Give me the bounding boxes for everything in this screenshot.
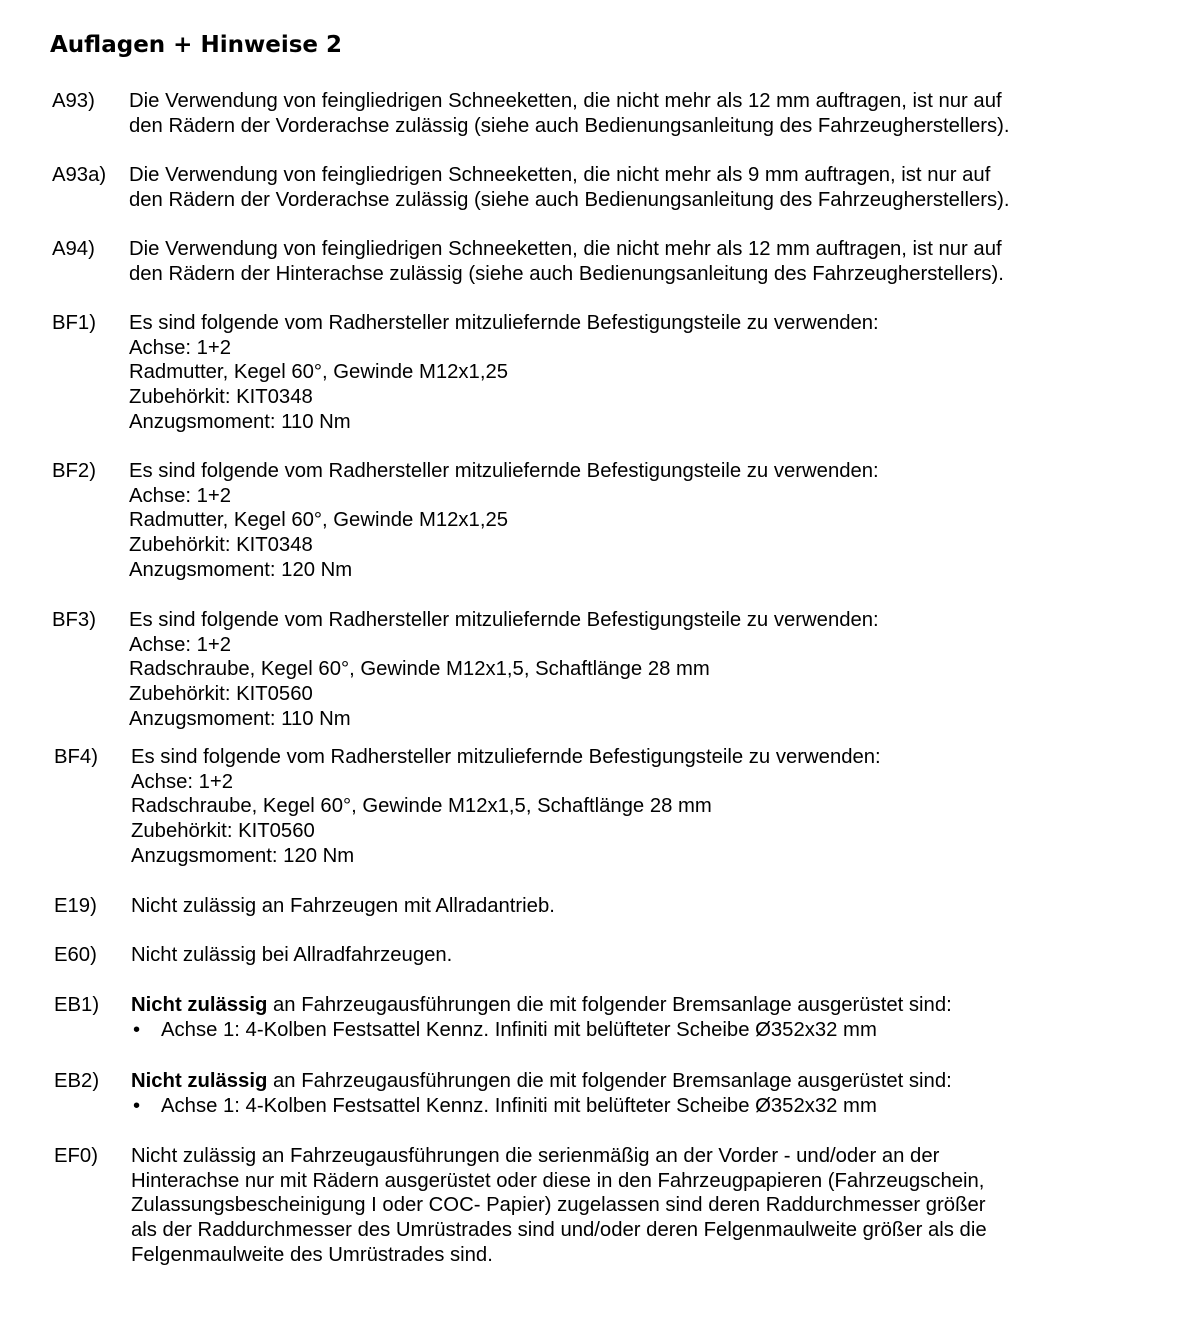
bullet-text: Achse 1: 4-Kolben Festsattel Kennz. Infiniti mit belüfteter Scheibe Ø352x32 mm <box>161 1094 877 1117</box>
entry-line: Es sind folgende vom Radhersteller mitzuliefernde Befestigungsteile zu verwenden: <box>129 609 879 631</box>
entry-text <box>129 311 879 434</box>
entry-line: Achse: 1+2 <box>129 484 232 507</box>
entry-line: als der Raddurchmesser des Umrüstrades sind und/oder deren Felgenmaulweite größer als die <box>131 1219 987 1242</box>
entry-line: Achse: 1+2 <box>131 770 234 793</box>
entry-code: EB1) <box>54 994 100 1016</box>
entry-text <box>131 745 881 868</box>
entry-line: Zubehörkit: KIT0560 <box>129 683 313 706</box>
bold-lead: Nicht zulässig <box>131 1070 268 1092</box>
entry-line: Zubehörkit: KIT0560 <box>131 820 315 843</box>
lead-rest: an Fahrzeugausführungen die mit folgender Bremsanlage ausgerüstet sind: <box>267 994 952 1016</box>
entry-line: Felgenmaulweite des Umrüstrades sind. <box>131 1243 493 1266</box>
entry-text <box>129 459 879 582</box>
entry-line: Achse: 1+2 <box>129 633 232 656</box>
entry-code: E60) <box>54 944 97 966</box>
entry-line: Es sind folgende vom Radhersteller mitzuliefernde Befestigungsteile zu verwenden: <box>129 460 879 482</box>
entry-line: Anzugsmoment: 120 Nm <box>129 558 353 581</box>
entry-line: Achse: 1+2 <box>129 336 232 359</box>
entry-text <box>129 237 1004 286</box>
entry-line <box>131 1069 952 1094</box>
entry-line: Nicht zulässig an Fahrzeugen mit Allradantrieb. <box>131 895 555 917</box>
entry-line: Es sind folgende vom Radhersteller mitzuliefernde Befestigungsteile zu verwenden: <box>131 746 881 768</box>
entry-code: EB2) <box>54 1070 100 1092</box>
entry-line: Die Verwendung von feingliedrigen Schneeketten, die nicht mehr als 9 mm auftragen, ist nur auf <box>129 164 991 186</box>
entry-code: BF1) <box>52 312 96 334</box>
entry-text <box>131 894 555 919</box>
entry-line: Anzugsmoment: 110 Nm <box>129 410 351 433</box>
entry-line: Radschraube, Kegel 60°, Gewinde M12x1,5, Schaftlänge 28 mm <box>131 795 712 818</box>
entry-line: Die Verwendung von feingliedrigen Schneeketten, die nicht mehr als 12 mm auftragen, ist nur auf <box>129 238 1002 260</box>
entry-line: Nicht zulässig an Fahrzeugausführungen die serienmäßig an der Vorder - und/oder an der <box>131 1145 940 1167</box>
entry-line: Es sind folgende vom Radhersteller mitzuliefernde Befestigungsteile zu verwenden: <box>129 312 879 334</box>
entry-line: Radschraube, Kegel 60°, Gewinde M12x1,5, Schaftlänge 28 mm <box>129 658 710 681</box>
entry-line: Zubehörkit: KIT0348 <box>129 386 313 409</box>
entry-line: Nicht zulässig bei Allradfahrzeugen. <box>131 944 453 966</box>
page-title: Auflagen + Hinweise 2 <box>50 32 343 58</box>
entry-text <box>131 1144 987 1267</box>
entry-line: Radmutter, Kegel 60°, Gewinde M12x1,25 <box>129 361 509 384</box>
entry-text <box>131 1069 952 1118</box>
entry-line: den Rädern der Vorderachse zulässig (siehe auch Bedienungsanleitung des Fahrzeugherstellers). <box>129 188 1010 211</box>
entry-text <box>129 163 1010 212</box>
entry-line: Anzugsmoment: 110 Nm <box>129 707 351 730</box>
entry-text <box>129 89 1010 138</box>
lead-rest: an Fahrzeugausführungen die mit folgender Bremsanlage ausgerüstet sind: <box>267 1070 952 1092</box>
entry-line: Die Verwendung von feingliedrigen Schneeketten, die nicht mehr als 12 mm auftragen, ist nur auf <box>129 90 1002 112</box>
entry-code: A93) <box>52 90 95 112</box>
entry-text <box>129 608 879 731</box>
bullet-icon: • <box>133 1018 141 1041</box>
entry-code: A94) <box>52 238 95 260</box>
entry-line: Radmutter, Kegel 60°, Gewinde M12x1,25 <box>129 509 509 532</box>
entry-code: EF0) <box>54 1145 98 1167</box>
entry-line: Hinterachse nur mit Rädern ausgerüstet oder diese in den Fahrzeugpapieren (Fahrzeugschein, <box>131 1169 985 1192</box>
entry-text <box>131 943 452 968</box>
entry-code: A93a) <box>52 164 107 186</box>
entry-text <box>131 993 952 1042</box>
entry-code: BF2) <box>52 460 96 482</box>
bullet-item <box>131 1018 952 1043</box>
entry-code: BF3) <box>52 609 96 631</box>
bullet-icon: • <box>133 1094 141 1117</box>
entry-line: Zulassungsbescheinigung I oder COC- Papier) zugelassen sind deren Raddurchmesser größer <box>131 1194 986 1217</box>
entry-line: den Rädern der Hinterachse zulässig (siehe auch Bedienungsanleitung des Fahrzeugherstellers). <box>129 262 1004 285</box>
entry-line: den Rädern der Vorderachse zulässig (siehe auch Bedienungsanleitung des Fahrzeugherstellers). <box>129 114 1010 137</box>
entry-code: E19) <box>54 895 97 917</box>
bullet-text: Achse 1: 4-Kolben Festsattel Kennz. Infiniti mit belüfteter Scheibe Ø352x32 mm <box>161 1018 877 1041</box>
entry-line <box>131 993 952 1018</box>
entry-line: Anzugsmoment: 120 Nm <box>131 844 355 867</box>
entry-code: BF4) <box>54 746 98 768</box>
entry-line: Zubehörkit: KIT0348 <box>129 534 313 557</box>
bullet-item <box>131 1094 952 1119</box>
bold-lead: Nicht zulässig <box>131 994 268 1016</box>
